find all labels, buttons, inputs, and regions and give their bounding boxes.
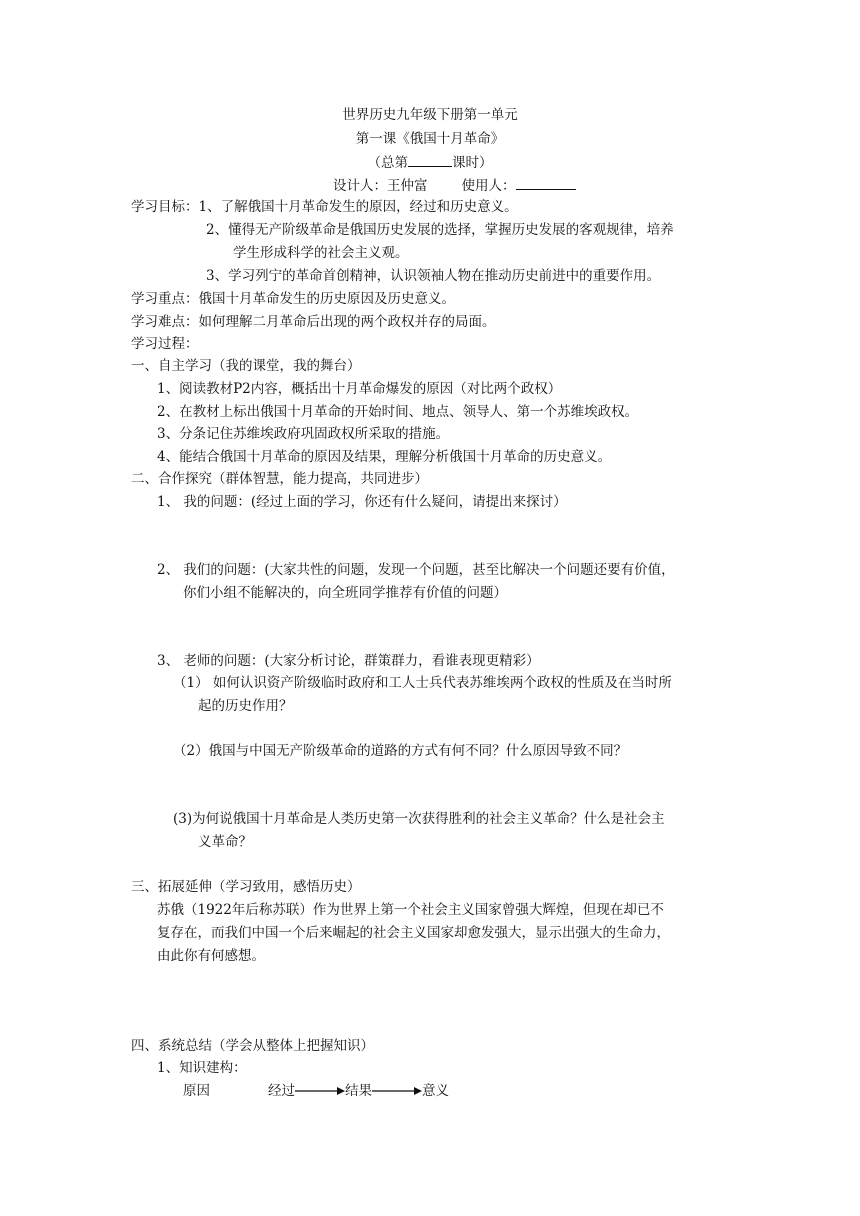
teacher-q3b: 义革命？ [198, 834, 252, 850]
goals-label: 学习目标： [131, 199, 199, 215]
goal-2a: 2、懂得无产阶级革命是俄国历史发展的选择，掌握历史发展的客观规律，培养 [206, 222, 674, 238]
section3-para-2: 复存在，而我们中国一个后来崛起的社会主义国家却愈发强大，显示出强大的生命力， [157, 925, 670, 941]
goals-line-1 [131, 196, 518, 218]
our-question-a: 2、 我们的问题：(大家共性的问题，发现一个问题，甚至比解决一个问题还要有价值， [157, 562, 675, 578]
teacher-q2: （2）俄国与中国无产阶级革命的道路的方式有何不同？什么原因导致不同？ [173, 743, 628, 759]
period-line [0, 151, 860, 174]
period-blank[interactable] [408, 151, 452, 167]
goal-3: 3、学习列宁的革命首创精神，认识领袖人物在推动历史前进中的重要作用。 [206, 268, 661, 284]
goal-2b: 学生形成科学的社会主义观。 [233, 245, 409, 261]
period-suffix: 课时） [452, 155, 493, 171]
section1-heading: 一、自主学习（我的课堂，我的舞台） [131, 358, 361, 374]
difficulty: 学习难点：如何理解二月革命后出现的两个政权并存的局面。 [131, 314, 496, 330]
flow-process: 经过 [268, 1083, 295, 1099]
teacher-q3a: (3)为何说俄国十月革命是人类历史第一次获得胜利的社会主义革命？什么是社会主 [173, 811, 665, 827]
user-blank[interactable] [516, 174, 576, 190]
teacher-q1a: （1） 如何认识资产阶级临时政府和工人士兵代表苏维埃两个政权的性质及在当时所 [173, 675, 672, 691]
knowledge-flow [183, 1080, 449, 1102]
designer-line [333, 174, 576, 197]
lesson-title: 第一课《俄国十月革命》 [355, 131, 505, 147]
right-arrow-icon [295, 1080, 345, 1102]
section4-item1: 1、知识建构： [157, 1060, 247, 1076]
section2-heading: 二、合作探究（群体智慧，能力提高，共同进步） [131, 471, 428, 487]
document-title: 世界历史九年级下册第一单元 [342, 107, 518, 123]
teacher-question: 3、 老师的问题：(大家分析讨论，群策群力，看谁表现更精彩） [157, 653, 540, 669]
section1-item: 3、分条记住苏维埃政府巩固政权所采取的措施。 [157, 426, 450, 442]
my-question: 1、 我的问题：(经过上面的学习，你还有什么疑问，请提出来探讨） [157, 494, 567, 510]
designer: 设计人：王仲富 [333, 178, 428, 194]
period-prefix: （总第 [367, 155, 408, 171]
section1-item: 4、能结合俄国十月革命的原因及结果，理解分析俄国十月革命的历史意义。 [157, 449, 612, 465]
right-arrow-icon [372, 1080, 422, 1102]
section1-item: 2、在教材上标出俄国十月革命的开始时间、地点、领导人、第一个苏维埃政权。 [157, 404, 639, 420]
section3-heading: 三、拓展延伸（学习致用，感悟历史） [131, 879, 361, 895]
goal-1: 1、了解俄国十月革命发生的原因，经过和历史意义。 [198, 199, 518, 215]
flow-meaning: 意义 [422, 1083, 449, 1099]
section4-heading: 四、系统总结（学会从整体上把握知识） [131, 1038, 374, 1054]
section3-para-1: 苏俄（1922年后称苏联）作为世界上第一个社会主义国家曾强大辉煌，但现在却已不 [157, 902, 664, 918]
flow-cause: 原因 [183, 1083, 210, 1099]
process-label: 学习过程： [131, 336, 199, 352]
key-point: 学习重点：俄国十月革命发生的历史原因及历史意义。 [131, 291, 455, 307]
teacher-q1b: 起的历史作用？ [198, 698, 293, 714]
section3-para-3: 由此你有何感想。 [157, 948, 265, 964]
our-question-b: 你们小组不能解决的，向全班同学推荐有价值的问题） [183, 585, 507, 601]
user-label: 使用人： [461, 178, 516, 194]
flow-result: 结果 [345, 1083, 372, 1099]
section1-item: 1、阅读教材P2内容，概括出十月革命爆发的原因（对比两个政权） [157, 381, 562, 397]
